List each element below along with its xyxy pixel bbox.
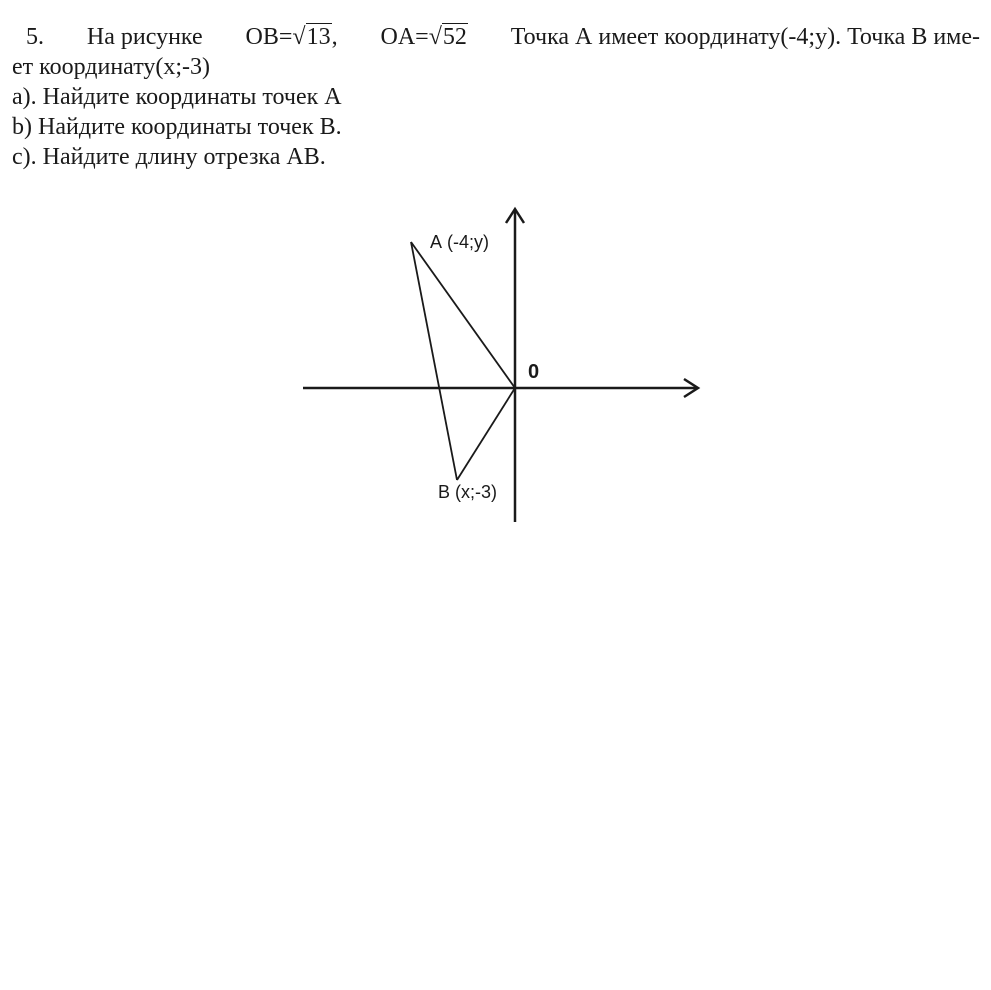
problem-intro: На рисунке bbox=[86, 24, 203, 50]
segment-ob bbox=[457, 388, 515, 480]
sqrt-icon: √ bbox=[292, 24, 306, 50]
task-b: b) Найдите координаты точек В. bbox=[12, 114, 342, 140]
segment-ab bbox=[411, 242, 457, 480]
problem-statement-line-2: ет координату(х;-3) bbox=[12, 54, 211, 80]
point-b-label: В (х;-3) bbox=[438, 482, 498, 502]
task-c: с). Найдите длину отрезка АВ. bbox=[12, 144, 326, 170]
problem-number: 5. bbox=[26, 24, 44, 50]
origin-label: 0 bbox=[528, 361, 540, 383]
point-a-label: А (-4;у) bbox=[430, 232, 490, 252]
sqrt-icon: √ bbox=[428, 24, 442, 50]
oa-radicand: 52 bbox=[442, 24, 467, 50]
problem-line1-rest: Точка А имеет координату(-4;у). Точка В име- bbox=[510, 24, 980, 50]
oa-label: OA= bbox=[380, 24, 429, 50]
ob-label: OB= bbox=[245, 24, 293, 50]
ob-radicand: 13 bbox=[306, 24, 331, 50]
segment-oa bbox=[411, 242, 515, 388]
task-a: а). Найдите координаты точек А bbox=[12, 84, 342, 110]
separator: , bbox=[331, 24, 338, 50]
